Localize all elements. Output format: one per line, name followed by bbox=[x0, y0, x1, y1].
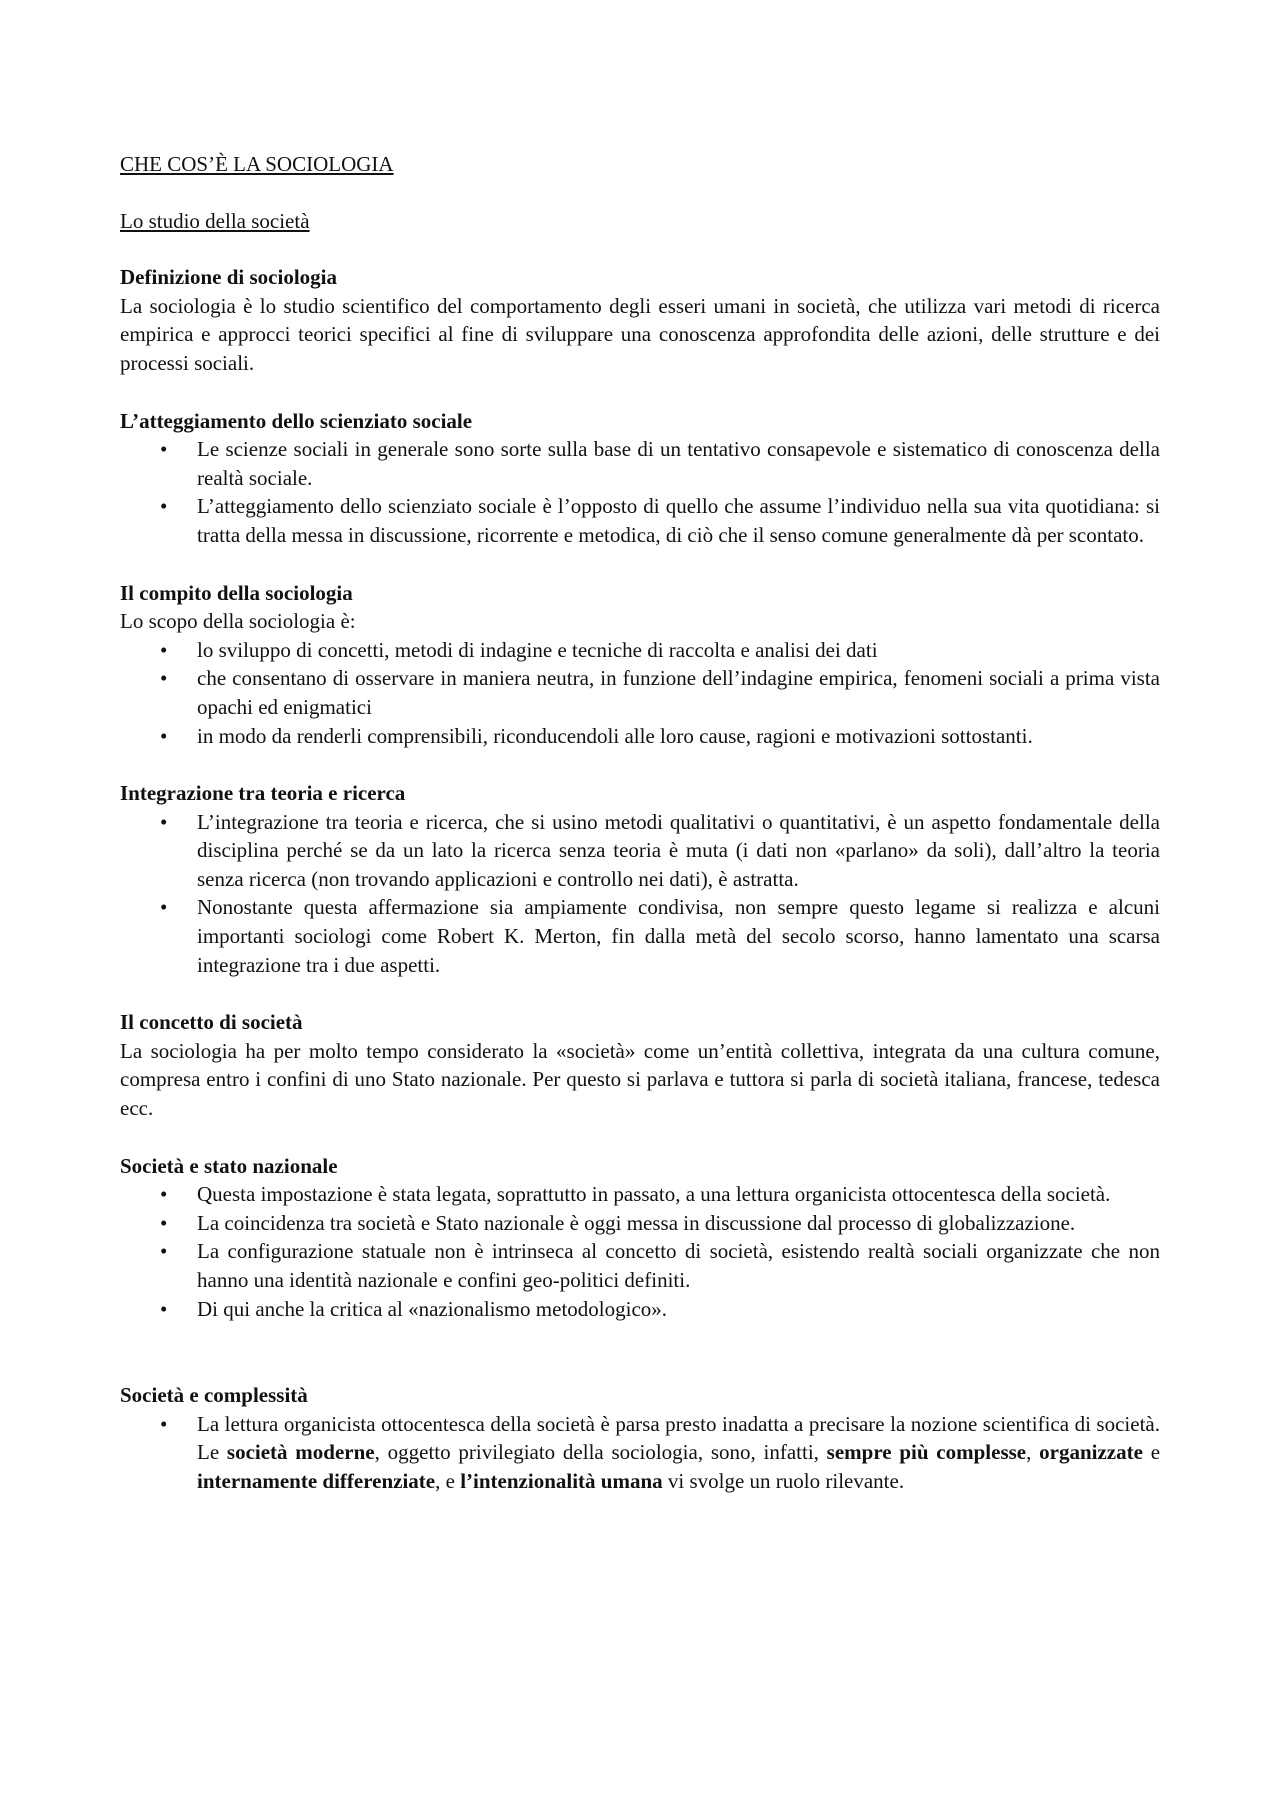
bullet-icon: • bbox=[160, 637, 168, 662]
section-heading: Società e stato nazionale bbox=[120, 1153, 338, 1178]
list-item bbox=[120, 808, 1160, 894]
section-heading: Il concetto di società bbox=[120, 1010, 303, 1035]
document-title: CHE COS’È LA SOCIOLOGIA bbox=[120, 152, 394, 176]
list-item-text: Questa impostazione è stata legata, soprattutto in passato, a una lettura organicista ottocentesca della società. bbox=[197, 1182, 1111, 1207]
document-page bbox=[120, 150, 1160, 1525]
section-compito bbox=[120, 579, 1160, 751]
list-item-text: che consentano di osservare in maniera neutra, in funzione dell’indagine empirica, fenomeni sociali a prima vista opachi ed enigmatici bbox=[197, 666, 1160, 719]
text-run: e bbox=[1142, 1440, 1161, 1465]
list-item-text: lo sviluppo di concetti, metodi di indagine e tecniche di raccolta e analisi dei dati bbox=[197, 637, 878, 662]
section-heading: Definizione di sociologia bbox=[120, 265, 337, 290]
section-paragraph: La sociologia è lo studio scientifico del comportamento degli esseri umani in società, che utilizza vari metodi di ricerca empirica e approcci teorici specifici al fine di sviluppare una conoscenza approfondita delle azioni, delle strutture e dei processi sociali. bbox=[120, 293, 1160, 375]
list-item-text: Nonostante questa affermazione sia ampiamente condivisa, non sempre questo legame si realizza e alcuni importanti sociologi come Robert K. Merton, fin dalla metà del secolo scorso, hanno lamentato una scarsa integrazione tra i due aspetti. bbox=[197, 895, 1160, 977]
list-item bbox=[120, 435, 1160, 492]
section-paragraph: La sociologia ha per molto tempo considerato la «società» come un’entità collettiva, integrata da una cultura comune, compresa entro i confini di uno Stato nazionale. Per questo si parlava e tuttora si parla di società italiana, francese, tedesca ecc. bbox=[120, 1038, 1160, 1121]
bold-run: sempre più complesse bbox=[826, 1440, 1027, 1465]
text-run: , e bbox=[435, 1468, 461, 1493]
list-item-text: Di qui anche la critica al «nazionalismo metodologico». bbox=[197, 1296, 668, 1321]
section-heading: Il compito della sociologia bbox=[120, 580, 353, 605]
list-item bbox=[120, 1209, 1160, 1238]
list-item-text: L’integrazione tra teoria e ricerca, che si usino metodi qualitativi o quantitativi, è un aspetto fondamentale della disciplina perché se da un lato la ricerca senza teoria è muta (i dati non «parlano» da soli), dall’altro la teoria senza ricerca (non trovando applicazioni e controllo nei dati), è astratta. bbox=[197, 809, 1160, 891]
bullet-icon: • bbox=[160, 809, 168, 834]
bullet-list bbox=[120, 435, 1160, 549]
list-item bbox=[120, 1410, 1160, 1496]
list-item bbox=[120, 636, 1160, 665]
list-item-text: L’atteggiamento dello scienziato sociale è l’opposto di quello che assume l’individuo nella sua vita quotidiana: si tratta della messa in discussione, ricorrente e metodica, di ciò che il senso comune generalmente dà per scontato. bbox=[197, 494, 1160, 547]
bullet-list bbox=[120, 808, 1160, 980]
section-definizione bbox=[120, 263, 1160, 377]
list-item-text: La coincidenza tra società e Stato nazionale è oggi messa in discussione dal processo di globalizzazione. bbox=[197, 1210, 1076, 1235]
bullet-icon: • bbox=[160, 895, 168, 920]
list-item bbox=[120, 893, 1160, 979]
list-item-text bbox=[197, 1412, 1160, 1493]
bold-run: organizzate bbox=[1039, 1440, 1143, 1465]
list-item bbox=[120, 664, 1160, 721]
bullet-icon: • bbox=[160, 723, 168, 748]
text-run: , oggetto privilegiato della sociologia, sono, infatti, bbox=[374, 1440, 827, 1465]
list-item-text: Le scienze sociali in generale sono sorte sulla base di un tentativo consapevole e sistematico di conoscenza della realtà sociale. bbox=[197, 437, 1160, 490]
section-heading: Integrazione tra teoria e ricerca bbox=[120, 781, 406, 806]
list-item-text: in modo da renderli comprensibili, riconducendoli alle loro cause, ragioni e motivazioni sottostanti. bbox=[197, 723, 1033, 748]
bold-run: l’intenzionalità umana bbox=[460, 1468, 663, 1493]
list-item bbox=[120, 1237, 1160, 1294]
text-run: , bbox=[1026, 1440, 1040, 1465]
list-item bbox=[120, 1180, 1160, 1209]
list-item bbox=[120, 1295, 1160, 1324]
section-integrazione bbox=[120, 779, 1160, 979]
bold-run: società moderne bbox=[226, 1440, 375, 1465]
bullet-icon: • bbox=[160, 666, 168, 691]
section-paragraph: Lo scopo della sociologia è: bbox=[120, 609, 356, 634]
bullet-icon: • bbox=[160, 1182, 168, 1207]
list-item bbox=[120, 492, 1160, 549]
bullet-icon: • bbox=[160, 494, 168, 519]
section-stato-nazionale bbox=[120, 1152, 1160, 1324]
section-complessita bbox=[120, 1381, 1160, 1495]
text-run: vi svolge un ruolo rilevante. bbox=[662, 1468, 905, 1493]
bold-run: internamente differenziate bbox=[197, 1468, 436, 1493]
section-heading: Società e complessità bbox=[120, 1383, 308, 1408]
bullet-icon: • bbox=[160, 1296, 168, 1321]
text-run: La lettura organicista ottocentesca della società è parsa presto inadatta a precisare la nozione scientifica di società. Le bbox=[197, 1411, 1160, 1465]
bullet-list bbox=[120, 636, 1160, 750]
list-item bbox=[120, 722, 1160, 751]
bullet-icon: • bbox=[160, 437, 168, 462]
section-atteggiamento bbox=[120, 407, 1160, 550]
document-subtitle: Lo studio della società bbox=[120, 208, 310, 233]
bullet-icon: • bbox=[160, 1210, 168, 1235]
section-heading: L’atteggiamento dello scienziato sociale bbox=[120, 408, 473, 433]
section-concetto bbox=[120, 1008, 1160, 1122]
bullet-icon: • bbox=[160, 1239, 168, 1264]
bullet-list bbox=[120, 1180, 1160, 1323]
list-item-text: La configurazione statuale non è intrinseca al concetto di società, esistendo realtà sociali organizzate che non hanno una identità nazionale e confini geo-politici definiti. bbox=[197, 1239, 1160, 1292]
bullet-icon: • bbox=[160, 1411, 168, 1436]
bullet-list bbox=[120, 1410, 1160, 1496]
